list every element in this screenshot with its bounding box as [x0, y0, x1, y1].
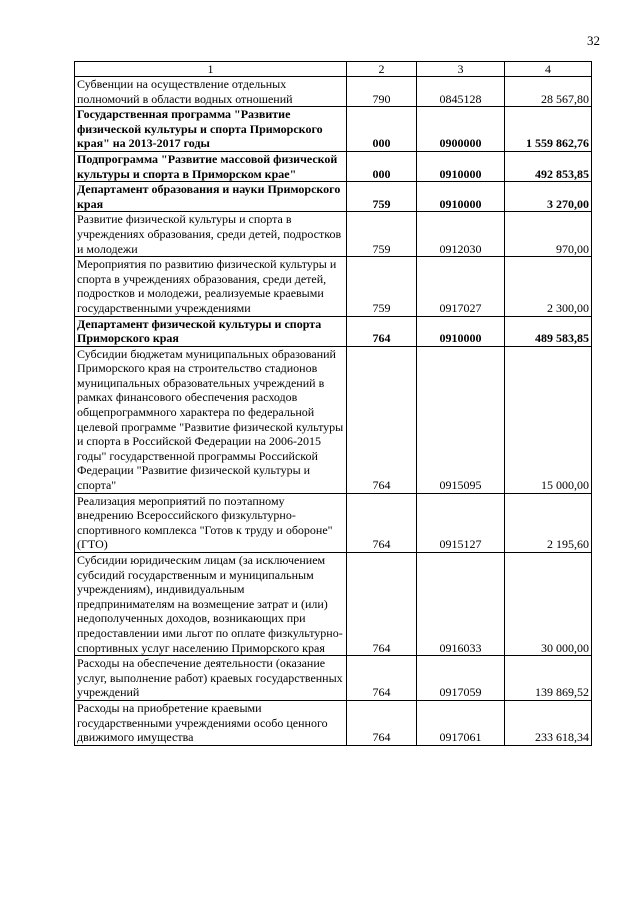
row-code: 759: [347, 257, 417, 316]
row-target: 0915095: [417, 346, 505, 493]
row-name: Субсидии юридическим лицам (за исключением субсидий государственным и муниципальным учреждениям), индивидуальным предпринимателям на возмещение затрат и (или) недополученных доходов, возникающих при предоставлении ими льгот по оплате физкультурно-спортивных услуг населению Приморского края: [75, 553, 347, 656]
row-target: 0916033: [417, 553, 505, 656]
table-row: [75, 182, 592, 212]
header-cell-3: 3: [417, 62, 505, 77]
header-cell-2: 2: [347, 62, 417, 77]
row-amount: 30 000,00: [505, 553, 592, 656]
table-row: [75, 107, 592, 152]
row-target: 0917061: [417, 700, 505, 745]
row-target: 0917059: [417, 656, 505, 701]
row-amount: 233 618,34: [505, 700, 592, 745]
header-cell-1: 1: [75, 62, 347, 77]
table-row: [75, 212, 592, 257]
row-name: Субвенции на осуществление отдельных полномочий в области водных отношений: [75, 77, 347, 107]
row-amount: 3 270,00: [505, 182, 592, 212]
table-row: [75, 700, 592, 745]
row-target: 0910000: [417, 151, 505, 181]
table-row: [75, 257, 592, 316]
page-number: 32: [587, 33, 600, 48]
row-code: 764: [347, 346, 417, 493]
row-name: Мероприятия по развитию физической культуры и спорта в учреждениях образования, среди детей, подростков и молодежи, реализуемые краевыми государственными учреждениями: [75, 257, 347, 316]
row-name: Субсидии бюджетам муниципальных образований Приморского края на строительство стадионов муниципальных образовательных учреждений в рамках финансового обеспечения расходов общепрограммного характера по федеральной целевой программе "Развитие физической культуры и спорта в Российской Федерации на 2006-2015 годы" государственной программы Российской Федерации "Развитие физической культуры и спорта": [75, 346, 347, 493]
row-code: 000: [347, 107, 417, 152]
row-amount: 492 853,85: [505, 151, 592, 181]
budget-table: [74, 61, 592, 746]
table-row: [75, 656, 592, 701]
row-name: Подпрограмма "Развитие массовой физической культуры и спорта в Приморском крае": [75, 151, 347, 181]
row-name: Департамент физической культуры и спорта Приморского края: [75, 316, 347, 346]
row-target: 0900000: [417, 107, 505, 152]
row-amount: 489 583,85: [505, 316, 592, 346]
row-code: 790: [347, 77, 417, 107]
row-target: 0917027: [417, 257, 505, 316]
row-amount: 2 300,00: [505, 257, 592, 316]
row-amount: 1 559 862,76: [505, 107, 592, 152]
row-target: 0845128: [417, 77, 505, 107]
table-row: [75, 316, 592, 346]
row-target: 0912030: [417, 212, 505, 257]
row-code: 764: [347, 700, 417, 745]
row-code: 764: [347, 656, 417, 701]
row-amount: 28 567,80: [505, 77, 592, 107]
row-target: 0910000: [417, 316, 505, 346]
row-amount: 139 869,52: [505, 656, 592, 701]
row-code: 759: [347, 182, 417, 212]
row-amount: 970,00: [505, 212, 592, 257]
row-code: 764: [347, 493, 417, 552]
row-code: 000: [347, 151, 417, 181]
row-code: 764: [347, 553, 417, 656]
row-code: 764: [347, 316, 417, 346]
row-name: Реализация мероприятий по поэтапному внедрению Всероссийского физкультурно-спортивного комплекса "Готов к труду и обороне" (ГТО): [75, 493, 347, 552]
row-target: 0915127: [417, 493, 505, 552]
table-row: [75, 553, 592, 656]
table-row: [75, 346, 592, 493]
row-name: Государственная программа "Развитие физической культуры и спорта Приморского края" на 2013-2017 годы: [75, 107, 347, 152]
table-header-row: [75, 62, 592, 77]
row-name: Департамент образования и науки Приморского края: [75, 182, 347, 212]
table-row: [75, 151, 592, 181]
row-amount: 15 000,00: [505, 346, 592, 493]
row-amount: 2 195,60: [505, 493, 592, 552]
header-cell-4: 4: [505, 62, 592, 77]
table-row: [75, 493, 592, 552]
row-name: Развитие физической культуры и спорта в учреждениях образования, среди детей, подростков и молодежи: [75, 212, 347, 257]
table-row: [75, 77, 592, 107]
row-name: Расходы на приобретение краевыми государственными учреждениями особо ценного движимого имущества: [75, 700, 347, 745]
row-name: Расходы на обеспечение деятельности (оказание услуг, выполнение работ) краевых государственных учреждений: [75, 656, 347, 701]
row-target: 0910000: [417, 182, 505, 212]
row-code: 759: [347, 212, 417, 257]
